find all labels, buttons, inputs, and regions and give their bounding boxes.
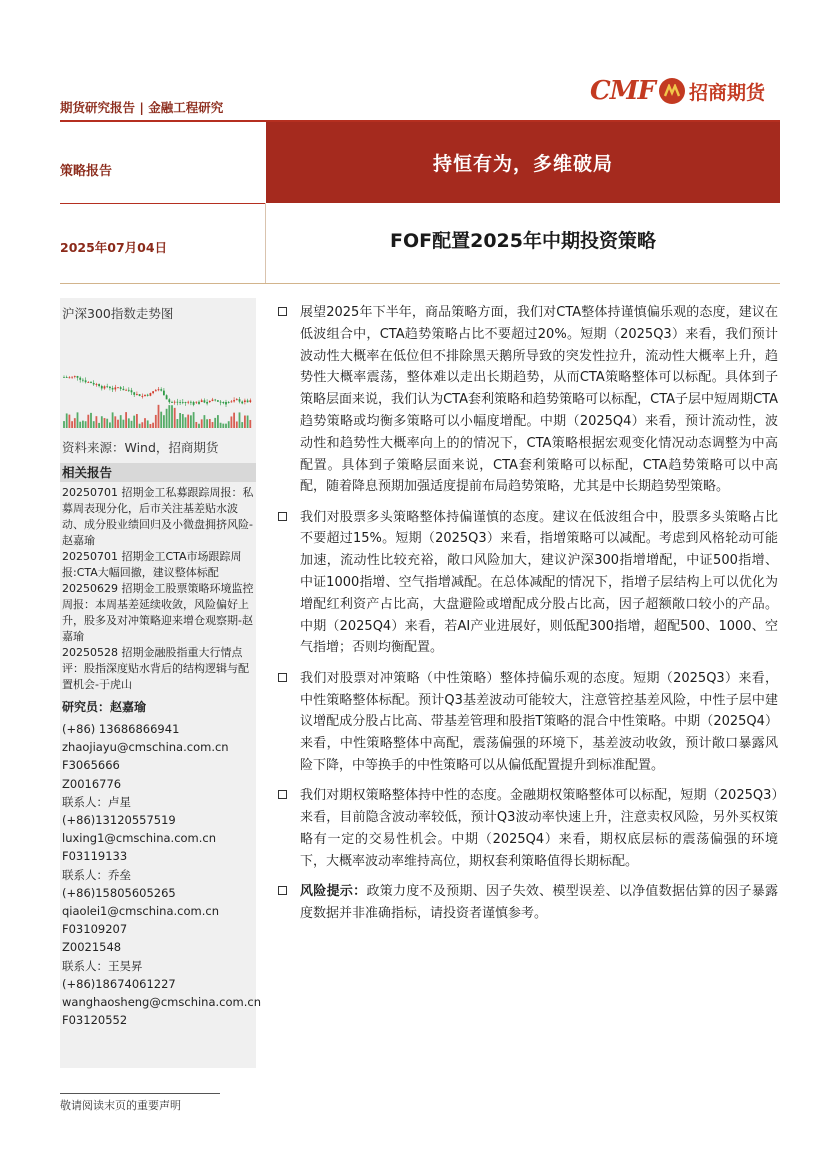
volume-bar	[96, 416, 98, 428]
main-content	[278, 302, 778, 933]
risk-warning	[278, 881, 778, 925]
bullet-text: 政策力度不及预期、因子失效、模型误差、以净值数据估算的因子暴露度数据并非准确指标，请投资者谨慎参考。	[300, 883, 778, 921]
candle-body	[158, 389, 160, 390]
candle-body	[231, 401, 233, 402]
candle-body	[182, 402, 184, 403]
volume-bar	[141, 422, 143, 428]
volume-bar	[123, 420, 125, 428]
volume-bar	[120, 415, 122, 428]
related-report-item[interactable]: 20250528 招期金融股指重大行情点评：股指深度贴水背后的结构逻辑与配置机会-于虎山	[62, 646, 249, 691]
volume-bar	[195, 422, 197, 428]
volume-bar	[244, 416, 246, 428]
volume-bar	[136, 414, 138, 428]
contact-line: F03120552	[62, 1013, 128, 1028]
volume-bar	[158, 405, 160, 428]
volume-bar	[247, 415, 249, 428]
volume-bar	[74, 418, 76, 428]
candle-body	[249, 400, 251, 402]
volume-bar	[214, 418, 216, 428]
candle-body	[71, 377, 73, 378]
volume-bar	[69, 415, 71, 428]
related-report-item[interactable]: 20250701 招期金工CTA市场跟踪周报:CTA大幅回撤，建议整体标配	[62, 550, 242, 579]
logo-cn-text: 招商期货	[688, 81, 765, 104]
volume-bar	[193, 412, 195, 428]
report-category: 期货研究报告 | 金融工程研究	[60, 100, 224, 115]
candle-body	[212, 400, 214, 401]
footer-divider	[60, 1093, 220, 1094]
volume-bar	[168, 405, 170, 428]
volume-bar	[249, 420, 251, 428]
volume-bar	[82, 421, 84, 428]
volume-bar	[185, 417, 187, 428]
candle-body	[160, 389, 162, 390]
volume-bar	[66, 413, 68, 428]
volume-bar	[125, 412, 127, 428]
volume-bar	[209, 419, 211, 428]
contact-line: (+86)15805605265	[62, 885, 176, 900]
volume-bar	[212, 422, 214, 428]
candle-body	[204, 400, 206, 402]
strategy-bullet-cta	[278, 302, 778, 498]
candle-body	[201, 400, 203, 402]
candle-body	[206, 402, 208, 404]
volume-bar	[206, 419, 208, 428]
contact-line: 联系人：乔垒	[62, 867, 131, 882]
candle-body	[141, 396, 143, 397]
volume-bar	[190, 415, 192, 428]
volume-bar	[228, 421, 230, 428]
candle-body	[190, 402, 192, 403]
candle-body	[90, 382, 92, 383]
volume-bar	[104, 418, 106, 428]
candle-body	[114, 387, 116, 389]
company-logo	[590, 76, 765, 106]
candle-body	[166, 395, 168, 399]
candle-body	[171, 402, 173, 403]
contact-line: (+86) 13686866941	[62, 722, 180, 736]
candle-body	[241, 402, 243, 404]
candle-body	[152, 391, 154, 393]
bullet-text: 展望2025年下半年，商品策略方面，我们对CTA整体持谨慎偏乐观的态度，建议在低波组合中，CTA趋势策略占比不要超过20%。短期（2025Q3）来看，我们预计波动性大概率在低位但不排除黑天鹅所导致的突发性拉升，流动性大概率上升，趋势性大概率震荡，整体难以走出长期趋势，从而CTA策略整体可以标配。具体到子策略层面来说，我们认为CTA套利策略和趋势策略可以标配，CTA子层中短周期CTA趋势策略或均衡多策略可以小幅度增配。中期（2025Q4）来看，预计流动性，波动性和趋势性大概率向上的的情况下，CTA策略根据宏观变化情况动态调整为中高配置。具体到子策略层面来说，CTA套利策略可以标配，CTA趋势策略可以中高配，随着降息预期加强适度提前布局趋势策略，尤其是中长期趋势型策略。	[300, 305, 778, 495]
candle-body	[155, 390, 157, 391]
volume-bar	[160, 412, 162, 428]
contact-line: F03109207	[62, 922, 128, 937]
bullet-text: 我们对期权策略整体持中性的态度。金融期权策略整体可以标配，短期（2025Q3）来看，目前隐含波动率较低，预计Q3波动率快速上升，注意卖权风险，另外买权策略有一定的交易性机会。中期（2025Q4）来看，期权底层标的震荡偏强的环境下，大概率波动率维持高位，期权套利策略值得长期标配。	[300, 788, 778, 869]
report-type-label: 策略报告	[60, 164, 113, 179]
contact-line[interactable]: wanghaosheng@cmschina.com.cn	[62, 995, 261, 1010]
related-report-item[interactable]: 20250701 招期金工私募跟踪周报：私募周表现分化，后市关注基差贴水波动、成分股业绩回归及小微盘拥挤风险-赵嘉瑜	[62, 486, 254, 547]
candle-body	[125, 390, 127, 391]
contact-line: F03119133	[62, 849, 128, 864]
strategy-bullet-equity-long	[278, 507, 778, 660]
volume-bar	[236, 421, 238, 428]
banner-title: 持恒有为，多维破局	[266, 122, 780, 203]
contact-line[interactable]: qiaolei1@cmschina.com.cn	[62, 904, 220, 919]
contact-line: (+86)18674061227	[62, 976, 176, 991]
logo-cmf-text: CMF	[590, 76, 655, 106]
candle-body	[163, 391, 165, 396]
checkbox-bullet-icon	[278, 790, 287, 799]
bullet-text: 我们对股票多头策略整体持偏谨慎的态度。建议在低波组合中，股票多头策略占比不要超过15%。短期（2025Q3）来看，指增策略可以减配。考虑到风格轮动可能加速，流动性比较充裕，敞口风险加大，建议沪深300指增增配，中证500指增、中证1000指增、空气指增减配。在总体减配的情况下，指增子层结构上可以优化为增配红利资产占比高，大盘避险或增配成分股占比高，因子超额敞口较小的产品。中期（2025Q4）来看，若AI产业进展好，则低配300指增，超配500、1000、空气指增；否则均衡配置。	[300, 509, 778, 656]
volume-bar	[128, 418, 130, 428]
candle-body	[225, 402, 227, 404]
volume-bar	[87, 415, 89, 428]
candle-body	[217, 400, 219, 401]
candle-body	[101, 386, 103, 388]
candle-body	[74, 376, 76, 377]
candle-body	[185, 402, 187, 403]
volume-bar	[231, 416, 233, 428]
volume-bar	[147, 420, 149, 428]
left-divider	[60, 203, 265, 204]
volume-bar	[98, 423, 100, 428]
volume-bar	[79, 422, 81, 428]
volume-bar	[114, 416, 116, 428]
candle-body	[214, 400, 216, 401]
candle-body	[79, 378, 81, 380]
volume-bar	[201, 419, 203, 428]
candle-body	[174, 402, 176, 403]
contact-line: 联系人：王昊昇	[62, 958, 143, 973]
volume-bar	[155, 415, 157, 428]
volume-bar	[106, 419, 108, 428]
candle-body	[222, 402, 224, 403]
volume-bar	[239, 412, 241, 428]
volume-bar	[241, 422, 243, 428]
candle-body	[187, 402, 189, 403]
candle-body	[109, 387, 111, 388]
candle-body	[82, 380, 84, 381]
checkbox-bullet-icon	[278, 673, 287, 682]
candle-body	[193, 402, 195, 405]
candle-body	[106, 386, 108, 387]
candle-body	[85, 380, 87, 382]
candle-body	[104, 386, 106, 388]
contact-line[interactable]: zhaojiayu@cmschina.com.cn	[62, 740, 229, 755]
candle-body	[209, 401, 211, 402]
volume-bar	[85, 421, 87, 428]
volume-bar	[187, 415, 189, 428]
related-reports-list	[62, 485, 254, 693]
volume-bar	[152, 423, 154, 428]
candle-body	[228, 402, 230, 403]
candle-body	[69, 377, 71, 378]
volume-bar	[171, 405, 173, 428]
checkbox-bullet-icon	[278, 512, 287, 521]
candle-body	[236, 399, 238, 400]
bullet-lead: 风险提示：	[300, 883, 367, 899]
candle-body	[77, 376, 79, 378]
volume-bar	[133, 416, 135, 428]
candle-body	[136, 394, 138, 395]
logo-mark-icon	[659, 78, 685, 104]
volume-bar	[220, 423, 222, 428]
report-date: 2025年07月04日	[60, 240, 168, 255]
volume-bar	[163, 415, 165, 428]
volume-bar	[174, 408, 176, 428]
volume-bar	[233, 413, 235, 428]
candle-body	[147, 395, 149, 396]
volume-bar	[225, 424, 227, 428]
candle-body	[133, 392, 135, 395]
report-subtitle: FOF配置2025年中期投资策略	[390, 230, 656, 252]
volume-bar	[71, 421, 73, 428]
candle-body	[177, 402, 179, 403]
volume-bar	[93, 421, 95, 428]
volume-bar	[63, 421, 65, 428]
candle-body	[123, 389, 125, 390]
volume-bar	[217, 415, 219, 428]
candle-body	[131, 390, 133, 392]
volume-bar	[198, 424, 200, 428]
candle-body	[198, 402, 200, 404]
candle-body	[66, 377, 68, 378]
candle-body	[96, 384, 98, 385]
chart-source: 资料来源：Wind，招商期货	[62, 440, 219, 455]
volume-bar	[101, 416, 103, 428]
volume-bar	[109, 422, 111, 428]
candle-body	[87, 382, 89, 383]
volume-bar	[166, 409, 168, 428]
candle-body	[144, 395, 146, 396]
volume-bar	[144, 418, 146, 428]
contact-list	[62, 720, 261, 1029]
volume-bar	[90, 413, 92, 428]
volume-bar	[182, 414, 184, 428]
strategy-bullet-market-neutral	[278, 668, 778, 777]
candle-body	[239, 399, 241, 401]
volume-bar	[112, 412, 114, 428]
index-trend-chart	[60, 322, 256, 430]
candle-body	[150, 393, 152, 396]
volume-bar	[177, 419, 179, 428]
checkbox-bullet-icon	[278, 307, 287, 316]
candle-body	[93, 383, 95, 384]
candle-body	[179, 402, 181, 403]
candle-body	[233, 400, 235, 401]
candle-body	[139, 394, 141, 396]
researcher-label: 研究员：赵嘉瑜	[62, 700, 147, 714]
volume-bar	[131, 421, 133, 428]
strategy-bullet-options	[278, 785, 778, 872]
contact-line: F3065666	[62, 758, 120, 773]
footer-disclaimer: 敬请阅读末页的重要声明	[60, 1099, 181, 1112]
candle-body	[168, 399, 170, 402]
volume-bar	[222, 424, 224, 428]
candle-body	[117, 387, 119, 388]
candle-body	[247, 400, 249, 402]
related-report-item[interactable]: 20250629 招期金工股票策略环境监控周报：本周基差延续收敛，风险偏好上升，股多及对冲策略迎来增仓观察期-赵嘉瑜	[62, 582, 254, 643]
candle-body	[195, 402, 197, 403]
candle-body	[244, 400, 246, 402]
volume-bar	[150, 424, 152, 428]
candle-body	[98, 384, 100, 386]
related-reports-heading: 相关报告	[60, 463, 256, 482]
contact-line: Z0021548	[62, 940, 122, 955]
contact-line: 联系人：卢星	[62, 794, 131, 809]
volume-bar	[117, 420, 119, 428]
volume-bar	[77, 412, 79, 428]
candle-body	[220, 402, 222, 403]
volume-bar	[204, 415, 206, 428]
chart-title: 沪深300指数走势图	[62, 306, 174, 321]
contact-line: Z0016776	[62, 776, 122, 791]
candle-body	[63, 377, 65, 378]
section-divider	[60, 283, 780, 284]
candle-body	[112, 388, 114, 389]
candle-body	[128, 390, 130, 391]
bullet-text: 我们对股票对冲策略（中性策略）整体持偏乐观的态度。短期（2025Q3）来看，中性策略整体标配。预计Q3基差波动可能较大，注意管控基差风险，中性子层中建议增配成分股占比高、带基差管理和股指T策略的混合中性策略。中期（2025Q4）来看，中性策略整体中高配，震荡偏强的环境下，基差波动收敛，预计敞口暴露风险下降，中等换手的中性策略可以从偏低配置提升到标准配置。	[300, 670, 778, 773]
checkbox-bullet-icon	[278, 886, 287, 895]
candle-body	[120, 387, 122, 389]
contact-line[interactable]: luxing1@cmschina.com.cn	[62, 831, 217, 846]
volume-bar	[179, 413, 181, 428]
volume-bar	[139, 424, 141, 428]
contact-line: (+86)13120557519	[62, 813, 176, 828]
